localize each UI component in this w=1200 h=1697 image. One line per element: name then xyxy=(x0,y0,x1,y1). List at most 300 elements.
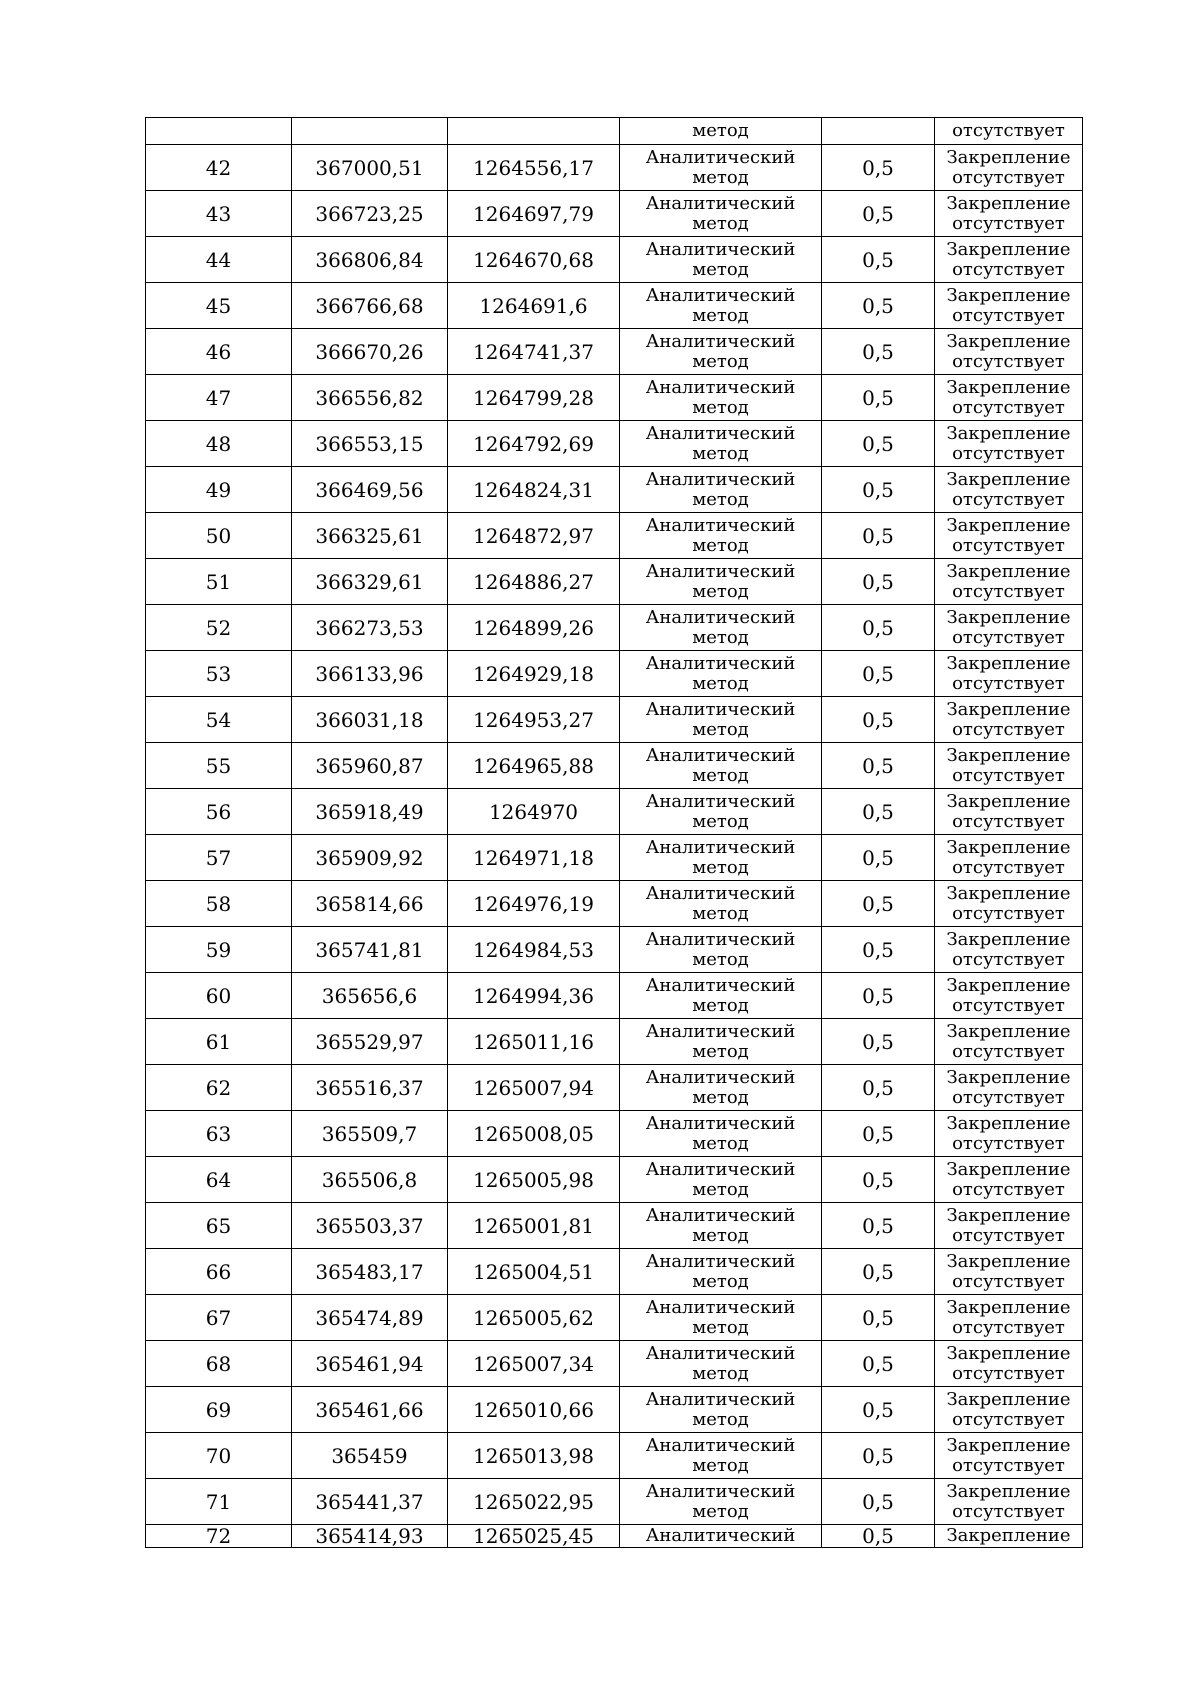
method-line1: Аналитический xyxy=(645,790,796,812)
x-coordinate-cell: 365509,7 xyxy=(292,1111,448,1157)
fixation-line2: отсутствует xyxy=(952,810,1065,832)
y-coordinate-cell: 1264741,37 xyxy=(448,329,620,375)
y-coordinate-cell: 1265007,94 xyxy=(448,1065,620,1111)
table-row xyxy=(146,1387,1083,1433)
method-line1: Аналитический xyxy=(645,560,796,582)
x-coordinate-cell: 365741,81 xyxy=(292,927,448,973)
method-line2: метод xyxy=(692,120,749,141)
point-number-cell: 54 xyxy=(146,697,292,743)
method-cell xyxy=(620,421,822,467)
table-row xyxy=(146,1203,1083,1249)
error-cell xyxy=(822,118,935,145)
error-cell: 0,5 xyxy=(822,375,935,421)
method-line2: метод xyxy=(692,304,749,326)
x-coordinate-cell: 366469,56 xyxy=(292,467,448,513)
fixation-line2: отсутствует xyxy=(952,1454,1065,1476)
fixation-line1: Закрепление xyxy=(946,606,1071,628)
y-coordinate-cell: 1264929,18 xyxy=(448,651,620,697)
point-number-cell: 63 xyxy=(146,1111,292,1157)
x-coordinate-cell: 365461,66 xyxy=(292,1387,448,1433)
fixation-line1: Закрепление xyxy=(946,1250,1071,1272)
method-line2: метод xyxy=(692,258,749,280)
point-number-cell xyxy=(146,118,292,145)
fixation-cell xyxy=(935,973,1083,1019)
point-number-cell: 65 xyxy=(146,1203,292,1249)
method-cell xyxy=(620,375,822,421)
method-cell xyxy=(620,973,822,1019)
method-line1: Аналитический xyxy=(645,1342,796,1364)
error-cell: 0,5 xyxy=(822,467,935,513)
point-number-cell: 70 xyxy=(146,1433,292,1479)
fixation-line1: Закрепление xyxy=(946,836,1071,858)
method-cell xyxy=(620,1295,822,1341)
x-coordinate-cell: 365461,94 xyxy=(292,1341,448,1387)
table-row xyxy=(146,329,1083,375)
point-number-cell: 42 xyxy=(146,145,292,191)
y-coordinate-cell: 1264697,79 xyxy=(448,191,620,237)
y-coordinate-cell: 1265013,98 xyxy=(448,1433,620,1479)
method-line2: метод xyxy=(692,1086,749,1108)
method-line2: метод xyxy=(692,1362,749,1384)
method-line2: метод xyxy=(692,948,749,970)
table-row xyxy=(146,1433,1083,1479)
y-coordinate-cell: 1264976,19 xyxy=(448,881,620,927)
error-cell: 0,5 xyxy=(822,559,935,605)
error-cell: 0,5 xyxy=(822,1341,935,1387)
x-coordinate-cell: 366723,25 xyxy=(292,191,448,237)
error-cell: 0,5 xyxy=(822,1203,935,1249)
table-row xyxy=(146,1341,1083,1387)
fixation-cell xyxy=(935,1341,1083,1387)
y-coordinate-cell xyxy=(448,118,620,145)
fixation-line2: отсутствует xyxy=(952,1132,1065,1154)
fixation-line1: Закрепление xyxy=(946,422,1071,444)
point-number-cell: 58 xyxy=(146,881,292,927)
fixation-line2: отсутствует xyxy=(952,212,1065,234)
table-row xyxy=(146,789,1083,835)
y-coordinate-cell: 1264691,6 xyxy=(448,283,620,329)
point-number-cell: 51 xyxy=(146,559,292,605)
method-cell xyxy=(620,283,822,329)
method-line2: метод xyxy=(692,580,749,602)
point-number-cell: 46 xyxy=(146,329,292,375)
method-cell xyxy=(620,651,822,697)
x-coordinate-cell: 367000,51 xyxy=(292,145,448,191)
fixation-line2: отсутствует xyxy=(952,304,1065,326)
point-number-cell: 48 xyxy=(146,421,292,467)
point-number-cell: 47 xyxy=(146,375,292,421)
y-coordinate-cell: 1265005,98 xyxy=(448,1157,620,1203)
fixation-line1: Закрепление xyxy=(946,514,1071,536)
x-coordinate-cell: 366329,61 xyxy=(292,559,448,605)
y-coordinate-cell: 1264971,18 xyxy=(448,835,620,881)
method-cell xyxy=(620,145,822,191)
fixation-cell xyxy=(935,191,1083,237)
y-coordinate-cell: 1264899,26 xyxy=(448,605,620,651)
fixation-line1: Закрепление xyxy=(946,146,1071,168)
method-line1: Аналитический xyxy=(645,1525,796,1546)
method-cell xyxy=(620,118,822,145)
point-number-cell: 43 xyxy=(146,191,292,237)
fixation-line2: отсутствует xyxy=(952,718,1065,740)
fixation-cell xyxy=(935,1295,1083,1341)
method-line2: метод xyxy=(692,1040,749,1062)
fixation-cell xyxy=(935,1203,1083,1249)
method-cell xyxy=(620,329,822,375)
table-row xyxy=(146,1295,1083,1341)
method-cell xyxy=(620,1249,822,1295)
method-cell xyxy=(620,1111,822,1157)
fixation-cell xyxy=(935,559,1083,605)
method-cell xyxy=(620,1341,822,1387)
method-cell xyxy=(620,789,822,835)
fixation-line2: отсутствует xyxy=(952,948,1065,970)
point-number-cell: 64 xyxy=(146,1157,292,1203)
method-line2: метод xyxy=(692,442,749,464)
method-line1: Аналитический xyxy=(645,1158,796,1180)
x-coordinate-cell: 365441,37 xyxy=(292,1479,448,1525)
error-cell: 0,5 xyxy=(822,1065,935,1111)
fixation-line1: Закрепление xyxy=(946,1342,1071,1364)
method-line1: Аналитический xyxy=(645,468,796,490)
point-number-cell: 61 xyxy=(146,1019,292,1065)
fixation-line2: отсутствует xyxy=(952,350,1065,372)
table-row xyxy=(146,1019,1083,1065)
x-coordinate-cell: 365483,17 xyxy=(292,1249,448,1295)
table-row xyxy=(146,1157,1083,1203)
y-coordinate-cell: 1265008,05 xyxy=(448,1111,620,1157)
x-coordinate-cell: 365414,93 xyxy=(292,1525,448,1548)
method-line1: Аналитический xyxy=(645,882,796,904)
fixation-line2: отсутствует xyxy=(952,534,1065,556)
point-number-cell: 57 xyxy=(146,835,292,881)
table-row xyxy=(146,927,1083,973)
method-line1: Аналитический xyxy=(645,698,796,720)
table-row xyxy=(146,467,1083,513)
fixation-line2: отсутствует xyxy=(952,856,1065,878)
method-line1: Аналитический xyxy=(645,1296,796,1318)
method-line2: метод xyxy=(692,1500,749,1522)
fixation-line2: отсутствует xyxy=(952,258,1065,280)
method-line2: метод xyxy=(692,810,749,832)
fixation-cell xyxy=(935,1111,1083,1157)
y-coordinate-cell: 1265005,62 xyxy=(448,1295,620,1341)
y-coordinate-cell: 1265011,16 xyxy=(448,1019,620,1065)
error-cell: 0,5 xyxy=(822,237,935,283)
table-row xyxy=(146,973,1083,1019)
fixation-line2: отсутствует xyxy=(952,1316,1065,1338)
error-cell: 0,5 xyxy=(822,1387,935,1433)
method-line2: метод xyxy=(692,396,749,418)
fixation-line2: отсутствует xyxy=(952,902,1065,924)
fixation-line1: Закрепление xyxy=(946,882,1071,904)
table-row xyxy=(146,421,1083,467)
point-number-cell: 68 xyxy=(146,1341,292,1387)
x-coordinate-cell: 365529,97 xyxy=(292,1019,448,1065)
table-row xyxy=(146,743,1083,789)
fixation-cell xyxy=(935,697,1083,743)
fixation-cell xyxy=(935,118,1083,145)
error-cell: 0,5 xyxy=(822,1249,935,1295)
method-line1: Аналитический xyxy=(645,606,796,628)
x-coordinate-cell xyxy=(292,118,448,145)
point-number-cell: 72 xyxy=(146,1525,292,1548)
method-line1: Аналитический xyxy=(645,514,796,536)
fixation-line1: Закрепление xyxy=(946,1525,1071,1546)
fixation-line1: Закрепление xyxy=(946,560,1071,582)
fixation-cell xyxy=(935,467,1083,513)
fixation-line1: Закрепление xyxy=(946,330,1071,352)
fixation-line1: Закрепление xyxy=(946,284,1071,306)
fixation-line1: Закрепление xyxy=(946,1296,1071,1318)
fixation-line2: отсутствует xyxy=(952,764,1065,786)
y-coordinate-cell: 1265022,95 xyxy=(448,1479,620,1525)
table-row xyxy=(146,145,1083,191)
method-cell xyxy=(620,1387,822,1433)
y-coordinate-cell: 1265025,45 xyxy=(448,1525,620,1548)
x-coordinate-cell: 365656,6 xyxy=(292,973,448,1019)
table-row-cut xyxy=(146,1525,1083,1548)
table-row xyxy=(146,605,1083,651)
y-coordinate-cell: 1264994,36 xyxy=(448,973,620,1019)
point-number-cell: 56 xyxy=(146,789,292,835)
fixation-line1: Закрепление xyxy=(946,974,1071,996)
fixation-line1: Закрепление xyxy=(946,1388,1071,1410)
error-cell: 0,5 xyxy=(822,283,935,329)
point-number-cell: 60 xyxy=(146,973,292,1019)
method-cell xyxy=(620,191,822,237)
method-line2: метод xyxy=(692,166,749,188)
method-cell xyxy=(620,467,822,513)
error-cell: 0,5 xyxy=(822,835,935,881)
fixation-line1: Закрепление xyxy=(946,1158,1071,1180)
method-line1: Аналитический xyxy=(645,238,796,260)
x-coordinate-cell: 366766,68 xyxy=(292,283,448,329)
fixation-cell xyxy=(935,789,1083,835)
method-line2: метод xyxy=(692,764,749,786)
method-line1: Аналитический xyxy=(645,284,796,306)
fixation-line1: Закрепление xyxy=(946,1204,1071,1226)
point-number-cell: 66 xyxy=(146,1249,292,1295)
fixation-line2: отсутствует xyxy=(952,626,1065,648)
fixation-line2: отсутствует xyxy=(952,1086,1065,1108)
fixation-line1: Закрепление xyxy=(946,1066,1071,1088)
method-line2: метод xyxy=(692,212,749,234)
y-coordinate-cell: 1264886,27 xyxy=(448,559,620,605)
x-coordinate-cell: 365516,37 xyxy=(292,1065,448,1111)
fixation-line1: Закрепление xyxy=(946,698,1071,720)
x-coordinate-cell: 365474,89 xyxy=(292,1295,448,1341)
table-row xyxy=(146,375,1083,421)
error-cell: 0,5 xyxy=(822,1479,935,1525)
method-line2: метод xyxy=(692,1316,749,1338)
fixation-line2: отсутствует xyxy=(952,1270,1065,1292)
fixation-line1: Закрепление xyxy=(946,652,1071,674)
method-line1: Аналитический xyxy=(645,744,796,766)
fixation-cell xyxy=(935,835,1083,881)
x-coordinate-cell: 365506,8 xyxy=(292,1157,448,1203)
method-cell xyxy=(620,237,822,283)
method-cell xyxy=(620,1019,822,1065)
method-line1: Аналитический xyxy=(645,192,796,214)
method-line2: метод xyxy=(692,1454,749,1476)
method-line2: метод xyxy=(692,1408,749,1430)
fixation-line1: Закрепление xyxy=(946,1434,1071,1456)
fixation-line2: отсутствует xyxy=(952,488,1065,510)
fixation-cell xyxy=(935,1157,1083,1203)
table-row xyxy=(146,1479,1083,1525)
y-coordinate-cell: 1264970 xyxy=(448,789,620,835)
table-row xyxy=(146,1249,1083,1295)
point-number-cell: 50 xyxy=(146,513,292,559)
error-cell: 0,5 xyxy=(822,1019,935,1065)
x-coordinate-cell: 366670,26 xyxy=(292,329,448,375)
error-cell: 0,5 xyxy=(822,1295,935,1341)
method-cell xyxy=(620,1525,822,1548)
fixation-line2: отсутствует xyxy=(952,1500,1065,1522)
method-cell xyxy=(620,1157,822,1203)
error-cell: 0,5 xyxy=(822,973,935,1019)
fixation-line1: Закрепление xyxy=(946,238,1071,260)
fixation-cell xyxy=(935,283,1083,329)
fixation-cell xyxy=(935,375,1083,421)
method-line1: Аналитический xyxy=(645,1434,796,1456)
method-line2: метод xyxy=(692,1270,749,1292)
fixation-cell xyxy=(935,329,1083,375)
fixation-cell xyxy=(935,237,1083,283)
error-cell: 0,5 xyxy=(822,651,935,697)
method-line2: метод xyxy=(692,1178,749,1200)
table-row xyxy=(146,1065,1083,1111)
fixation-line1: Закрепление xyxy=(946,468,1071,490)
method-line1: Аналитический xyxy=(645,1480,796,1502)
fixation-line1: Закрепление xyxy=(946,1112,1071,1134)
method-cell xyxy=(620,559,822,605)
fixation-cell xyxy=(935,1249,1083,1295)
error-cell: 0,5 xyxy=(822,513,935,559)
fixation-cell xyxy=(935,1065,1083,1111)
fixation-cell xyxy=(935,421,1083,467)
y-coordinate-cell: 1265004,51 xyxy=(448,1249,620,1295)
fixation-line2: отсутствует xyxy=(952,166,1065,188)
method-line1: Аналитический xyxy=(645,330,796,352)
method-line2: метод xyxy=(692,1224,749,1246)
method-line1: Аналитический xyxy=(645,974,796,996)
fixation-cell xyxy=(935,651,1083,697)
method-line2: метод xyxy=(692,902,749,924)
fixation-line2: отсутствует xyxy=(952,1408,1065,1430)
error-cell: 0,5 xyxy=(822,697,935,743)
error-cell: 0,5 xyxy=(822,881,935,927)
fixation-line1: Закрепление xyxy=(946,192,1071,214)
method-cell xyxy=(620,1065,822,1111)
table-row xyxy=(146,1111,1083,1157)
fixation-line2: отсутствует xyxy=(952,442,1065,464)
method-line1: Аналитический xyxy=(645,928,796,950)
point-number-cell: 49 xyxy=(146,467,292,513)
x-coordinate-cell: 365918,49 xyxy=(292,789,448,835)
method-line1: Аналитический xyxy=(645,1204,796,1226)
y-coordinate-cell: 1265007,34 xyxy=(448,1341,620,1387)
y-coordinate-cell: 1265001,81 xyxy=(448,1203,620,1249)
x-coordinate-cell: 366806,84 xyxy=(292,237,448,283)
error-cell: 0,5 xyxy=(822,789,935,835)
x-coordinate-cell: 365909,92 xyxy=(292,835,448,881)
method-cell xyxy=(620,513,822,559)
method-cell xyxy=(620,697,822,743)
table-row xyxy=(146,237,1083,283)
error-cell: 0,5 xyxy=(822,605,935,651)
fixation-cell xyxy=(935,1019,1083,1065)
point-number-cell: 53 xyxy=(146,651,292,697)
coordinates-table xyxy=(145,117,1083,1548)
point-number-cell: 67 xyxy=(146,1295,292,1341)
method-line1: Аналитический xyxy=(645,652,796,674)
error-cell: 0,5 xyxy=(822,927,935,973)
y-coordinate-cell: 1265010,66 xyxy=(448,1387,620,1433)
error-cell: 0,5 xyxy=(822,145,935,191)
fixation-line2: отсутствует xyxy=(952,1224,1065,1246)
method-line1: Аналитический xyxy=(645,1112,796,1134)
fixation-line1: Закрепление xyxy=(946,1020,1071,1042)
method-line1: Аналитический xyxy=(645,376,796,398)
fixation-cell xyxy=(935,743,1083,789)
fixation-line2: отсутствует xyxy=(952,120,1065,141)
method-line1: Аналитический xyxy=(645,1066,796,1088)
y-coordinate-cell: 1264556,17 xyxy=(448,145,620,191)
fixation-line2: отсутствует xyxy=(952,1040,1065,1062)
error-cell: 0,5 xyxy=(822,1111,935,1157)
method-cell xyxy=(620,835,822,881)
error-cell: 0,5 xyxy=(822,191,935,237)
fixation-cell xyxy=(935,881,1083,927)
y-coordinate-cell: 1264984,53 xyxy=(448,927,620,973)
method-line2: метод xyxy=(692,488,749,510)
fixation-line1: Закрепление xyxy=(946,928,1071,950)
table-row-continued xyxy=(146,118,1083,145)
method-cell xyxy=(620,605,822,651)
error-cell: 0,5 xyxy=(822,421,935,467)
fixation-cell xyxy=(935,145,1083,191)
fixation-line2: отсутствует xyxy=(952,1362,1065,1384)
fixation-line2: отсутствует xyxy=(952,994,1065,1016)
method-line2: метод xyxy=(692,1132,749,1154)
method-cell xyxy=(620,1433,822,1479)
point-number-cell: 45 xyxy=(146,283,292,329)
table-row xyxy=(146,559,1083,605)
y-coordinate-cell: 1264953,27 xyxy=(448,697,620,743)
error-cell: 0,5 xyxy=(822,1157,935,1203)
method-line2: метод xyxy=(692,994,749,1016)
table-row xyxy=(146,283,1083,329)
table-row xyxy=(146,697,1083,743)
table-row xyxy=(146,513,1083,559)
fixation-cell xyxy=(935,1387,1083,1433)
fixation-line2: отсутствует xyxy=(952,396,1065,418)
fixation-line1: Закрепление xyxy=(946,790,1071,812)
x-coordinate-cell: 366133,96 xyxy=(292,651,448,697)
method-cell xyxy=(620,881,822,927)
point-number-cell: 52 xyxy=(146,605,292,651)
method-line1: Аналитический xyxy=(645,146,796,168)
fixation-cell xyxy=(935,1479,1083,1525)
method-line2: метод xyxy=(692,350,749,372)
fixation-line1: Закрепление xyxy=(946,744,1071,766)
fixation-line1: Закрепление xyxy=(946,1480,1071,1502)
table-row xyxy=(146,881,1083,927)
fixation-line2: отсутствует xyxy=(952,1178,1065,1200)
method-line2: метод xyxy=(692,534,749,556)
